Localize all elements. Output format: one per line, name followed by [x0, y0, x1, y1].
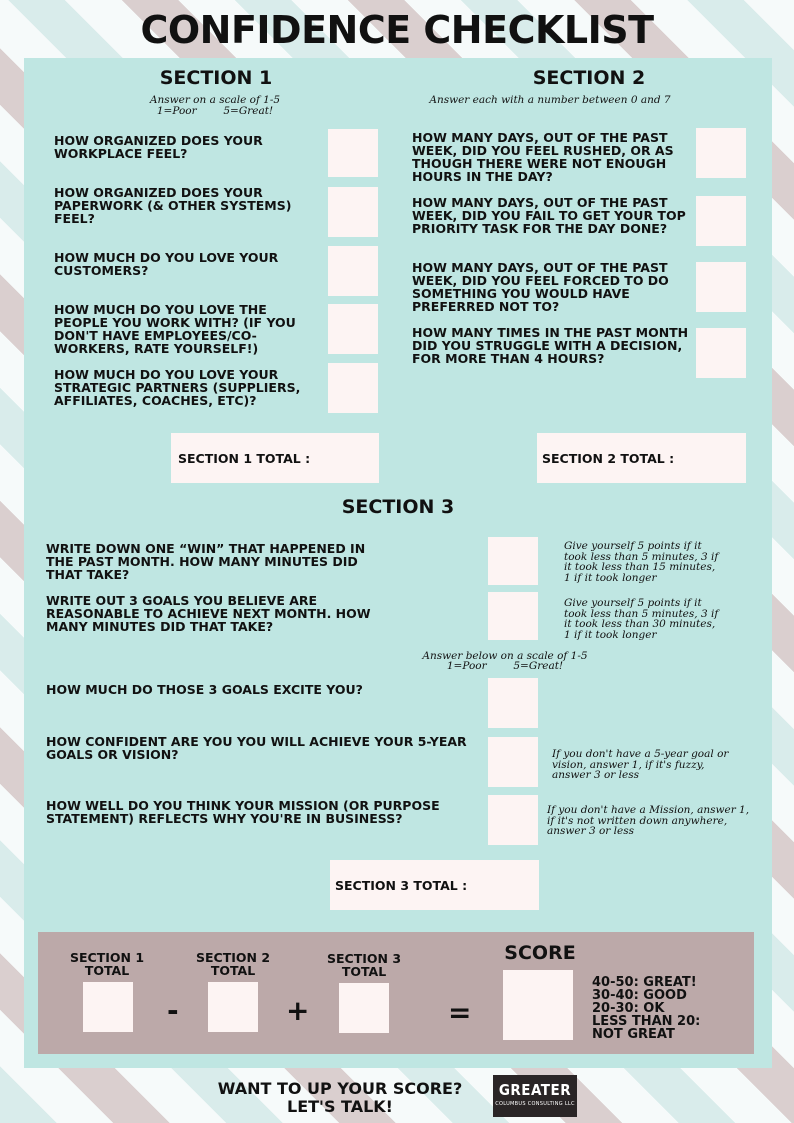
page-title: CONFIDENCE CHECKLIST	[140, 8, 654, 52]
section1-answer-box-5[interactable]	[328, 363, 378, 413]
legend-great: 40-50: GREAT!	[592, 975, 697, 990]
section1-answer-box-1[interactable]	[328, 129, 378, 177]
logo-sub-text: COLUMBUS CONSULTING LLC	[495, 1101, 575, 1107]
section2-heading: SECTION 2	[532, 67, 646, 89]
legend-ok: 20-30: OK	[592, 1001, 665, 1016]
section2-total-box[interactable]	[537, 433, 746, 483]
section2-answer-box-2[interactable]	[696, 196, 746, 246]
section2-question-2: HOW MANY DAYS, OUT OF THE PAST WEEK, DID YOU FAIL TO GET YOUR TOP PRIORITY TASK FOR THE DAY DONE?	[412, 195, 686, 236]
section1-question-2: HOW ORGANIZED DOES YOUR PAPERWORK (& OTHER SYSTEMS) FEEL?	[54, 185, 292, 226]
section1-question-4: HOW MUCH DO YOU LOVE THE PEOPLE YOU WORK WITH? (IF YOU DON'T HAVE EMPLOYEES/CO-WORKERS, RATE YOURSELF!)	[54, 302, 296, 356]
cta-line1: WANT TO UP YOUR SCORE?	[217, 1079, 463, 1098]
section3-question-1: WRITE DOWN ONE “WIN” THAT HAPPENED IN THE PAST MONTH. HOW MANY MINUTES DID THAT TAKE?	[46, 541, 366, 582]
section3-note-1: Give yourself 5 points if it took less than 5 minutes, 3 if it took less than 15 minutes, 1 if it took longer	[564, 540, 719, 584]
equals-sign: =	[448, 996, 472, 1029]
score-legend	[592, 976, 742, 1041]
section1-instruction-line1: Answer on a scale of 1-5	[149, 94, 281, 106]
legend-good: 30-40: GOOD	[592, 988, 687, 1003]
section1-total-label: SECTION 1 TOTAL :	[178, 450, 311, 466]
section1-heading: SECTION 1	[159, 67, 273, 89]
company-logo	[493, 1075, 577, 1117]
section3-answer-box-4[interactable]	[488, 737, 538, 787]
section1-question-5: HOW MUCH DO YOU LOVE YOUR STRATEGIC PARTNERS (SUPPLIERS, AFFILIATES, COACHES, ETC)?	[54, 367, 301, 408]
section2-answer-box-1[interactable]	[696, 128, 746, 178]
score-label: SCORE	[504, 942, 576, 964]
score-box[interactable]	[503, 970, 573, 1040]
summary-section3-line2: TOTAL	[341, 964, 387, 979]
summary-section2-box[interactable]	[208, 982, 258, 1032]
summary-section3-line1: SECTION 3	[326, 951, 402, 966]
section3-scale-line2: 1=Poor 5=Great!	[446, 660, 564, 672]
section3-total-box[interactable]	[330, 860, 539, 910]
section2-answer-box-3[interactable]	[696, 262, 746, 312]
section3-question-2: WRITE OUT 3 GOALS YOU BELIEVE ARE REASONABLE TO ACHIEVE NEXT MONTH. HOW MANY MINUTES DID THAT TAKE?	[46, 593, 371, 634]
summary-section1-label	[57, 951, 157, 977]
section2-question-3: HOW MANY DAYS, OUT OF THE PAST WEEK, DID YOU FEEL FORCED TO DO SOMETHING YOU WOULD HAVE PREFERRED NOT TO?	[412, 260, 669, 314]
summary-section2-line1: SECTION 2	[195, 950, 271, 965]
legend-not-great: NOT GREAT	[592, 1027, 675, 1042]
legend-less-than-20: LESS THAN 20:	[592, 1014, 701, 1029]
section3-note-4: If you don't have a 5-year goal or vision, answer 1, if it's fuzzy, answer 3 or less	[552, 748, 729, 781]
summary-section1-line1: SECTION 1	[69, 950, 145, 965]
section3-answer-box-3[interactable]	[488, 678, 538, 728]
plus-sign: +	[286, 994, 310, 1027]
section2-instruction: Answer each with a number between 0 and 7	[429, 94, 671, 106]
summary-section2-line2: TOTAL	[210, 963, 256, 978]
section3-scale-line1: Answer below on a scale of 1-5	[422, 650, 588, 662]
cta-line2: LET'S TALK!	[287, 1097, 393, 1116]
summary-section3-label	[314, 952, 414, 978]
section3-answer-box-1[interactable]	[488, 537, 538, 585]
section3-note-5: If you don't have a Mission, answer 1, if it's not written down anywhere, answer 3 or less	[547, 804, 750, 837]
section1-answer-box-2[interactable]	[328, 187, 378, 237]
section1-total-box[interactable]	[171, 433, 379, 483]
section1-answer-box-3[interactable]	[328, 246, 378, 296]
section3-heading: SECTION 3	[341, 496, 455, 518]
summary-section1-box[interactable]	[83, 982, 133, 1032]
section2-question-4: HOW MANY TIMES IN THE PAST MONTH DID YOU STRUGGLE WITH A DECISION, FOR MORE THAN 4 HOURS?	[412, 325, 689, 366]
minus-sign: -	[167, 994, 179, 1027]
call-to-action[interactable]	[190, 1080, 490, 1116]
section1-instruction-line2: 1=Poor 5=Great!	[156, 105, 274, 117]
logo-main-text: GREATER	[498, 1081, 572, 1099]
section3-question-4: HOW CONFIDENT ARE YOU YOU WILL ACHIEVE YOUR 5-YEAR GOALS OR VISION?	[46, 734, 467, 762]
section2-answer-box-4[interactable]	[696, 328, 746, 378]
section1-answer-box-4[interactable]	[328, 304, 378, 354]
section1-question-1: HOW ORGANIZED DOES YOUR WORKPLACE FEEL?	[54, 133, 263, 161]
summary-section2-label	[183, 951, 283, 977]
summary-section3-box[interactable]	[339, 983, 389, 1033]
section2-total-label: SECTION 2 TOTAL :	[542, 450, 675, 466]
section1-question-3: HOW MUCH DO YOU LOVE YOUR CUSTOMERS?	[54, 250, 279, 278]
summary-section1-line2: TOTAL	[84, 963, 130, 978]
section3-question-3: HOW MUCH DO THOSE 3 GOALS EXCITE YOU?	[46, 682, 363, 697]
section3-total-label: SECTION 3 TOTAL :	[335, 877, 468, 893]
section3-note-2: Give yourself 5 points if it took less than 5 minutes, 3 if it took less than 30 minutes, 1 if it took longer	[564, 597, 719, 641]
section2-question-1: HOW MANY DAYS, OUT OF THE PAST WEEK, DID YOU FEEL RUSHED, OR AS THOUGH THERE WERE NOT ENOUGH HOURS IN THE DAY?	[412, 130, 674, 184]
section3-question-5: HOW WELL DO YOU THINK YOUR MISSION (OR PURPOSE STATEMENT) REFLECTS WHY YOU'RE IN BUSINESS?	[46, 798, 440, 826]
section3-answer-box-2[interactable]	[488, 592, 538, 640]
section3-answer-box-5[interactable]	[488, 795, 538, 845]
